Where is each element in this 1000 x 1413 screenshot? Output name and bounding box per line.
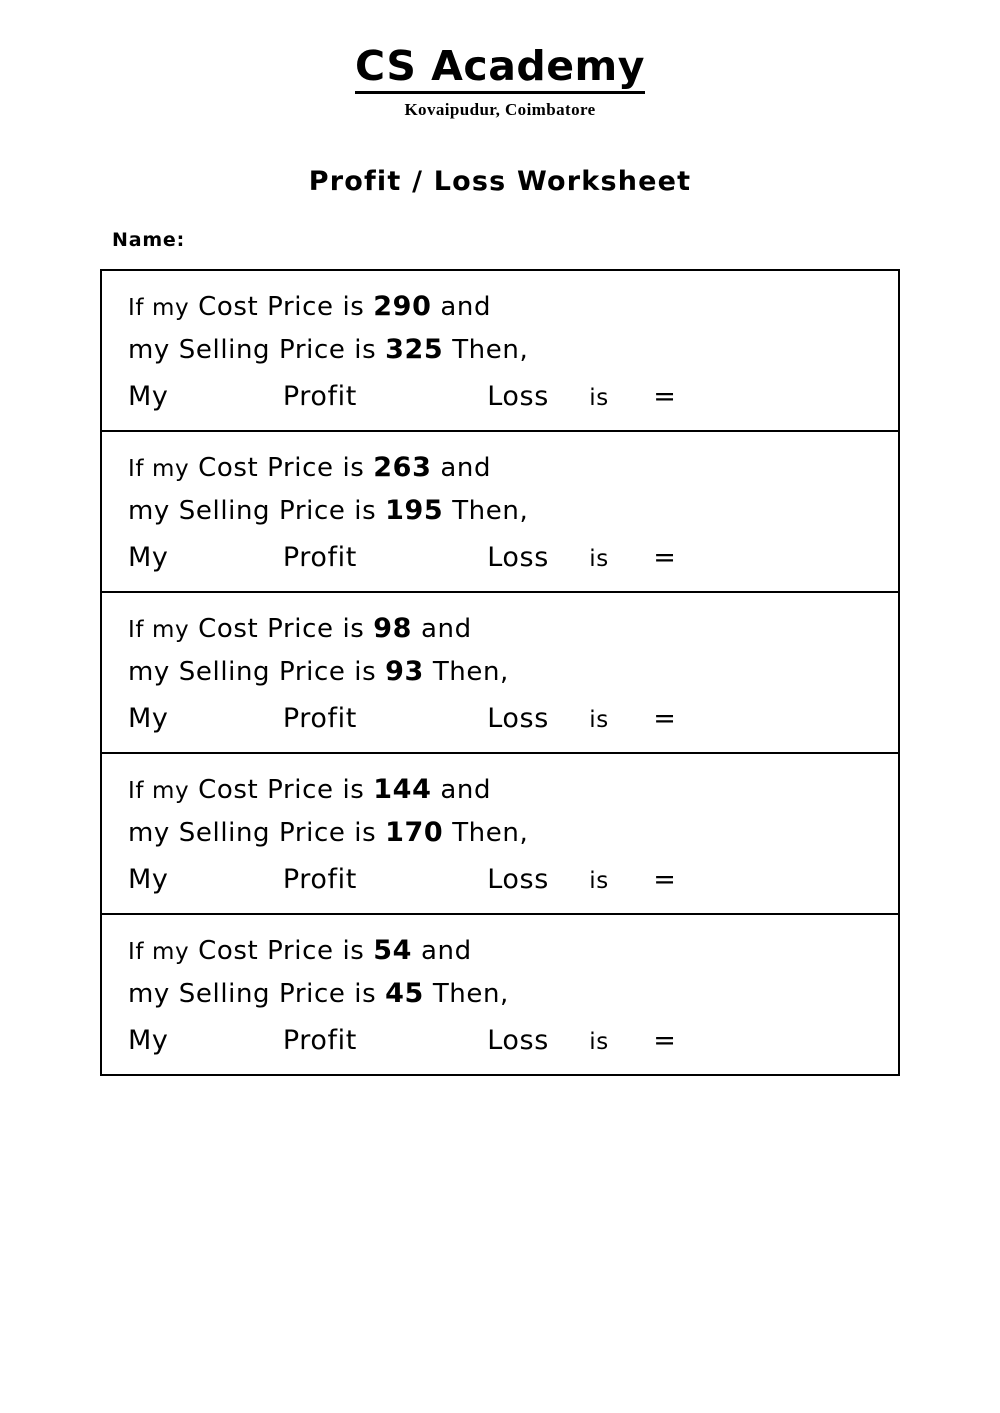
- cost-price-value: 290: [373, 291, 432, 323]
- cost-price-value: 54: [373, 935, 413, 967]
- cost-price-value: 98: [373, 613, 413, 645]
- page-header: [0, 0, 1000, 120]
- then-word: Then,: [432, 979, 509, 1010]
- line-prefix: If my: [128, 778, 190, 805]
- cost-price-value: 144: [373, 774, 432, 806]
- selling-price-label: Selling Price is: [178, 979, 377, 1010]
- problem-line-1: [128, 774, 898, 806]
- then-word: Then,: [432, 657, 509, 688]
- loss-word: Loss: [487, 1025, 549, 1057]
- problem-line-3: [128, 381, 898, 413]
- selling-price-label: Selling Price is: [178, 657, 377, 688]
- loss-word: Loss: [487, 864, 549, 896]
- and-word: and: [440, 453, 492, 484]
- my-word: my: [128, 818, 170, 849]
- selling-price-value: 45: [385, 978, 424, 1010]
- my-capital-word: My: [128, 1025, 169, 1057]
- cost-price-label: Cost Price is: [198, 614, 365, 645]
- problem-row: [102, 915, 898, 1076]
- my-capital-word: My: [128, 381, 169, 413]
- profit-word: Profit: [282, 864, 357, 896]
- problem-line-2: [128, 334, 898, 366]
- then-word: Then,: [452, 818, 529, 849]
- selling-price-value: 93: [385, 656, 424, 688]
- cost-price-label: Cost Price is: [198, 936, 365, 967]
- problem-row: [102, 432, 898, 593]
- cost-price-label: Cost Price is: [198, 453, 365, 484]
- line-prefix: If my: [128, 939, 190, 966]
- is-word: is: [589, 1029, 609, 1056]
- profit-word: Profit: [282, 381, 357, 413]
- is-word: is: [589, 546, 609, 573]
- cost-price-value: 263: [373, 452, 432, 484]
- cost-price-label: Cost Price is: [198, 292, 365, 323]
- loss-word: Loss: [487, 542, 549, 574]
- selling-price-label: Selling Price is: [178, 335, 377, 366]
- my-word: my: [128, 657, 170, 688]
- is-word: is: [589, 385, 609, 412]
- problem-row: [102, 593, 898, 754]
- name-field-label: Name:: [112, 229, 186, 252]
- page-title: Profit / Loss Worksheet: [308, 166, 692, 198]
- selling-price-value: 195: [385, 495, 444, 527]
- profit-word: Profit: [282, 542, 357, 574]
- cost-price-label: Cost Price is: [198, 775, 365, 806]
- problem-line-1: [128, 452, 898, 484]
- is-word: is: [589, 707, 609, 734]
- selling-price-label: Selling Price is: [178, 496, 377, 527]
- problem-line-2: [128, 978, 898, 1010]
- selling-price-value: 170: [385, 817, 444, 849]
- school-name: CS Academy: [355, 44, 645, 94]
- my-capital-word: My: [128, 703, 169, 735]
- problem-line-3: [128, 1025, 898, 1057]
- problems-list: [100, 269, 900, 1076]
- problem-line-1: [128, 613, 898, 645]
- then-word: Then,: [452, 496, 529, 527]
- profit-word: Profit: [282, 1025, 357, 1057]
- and-word: and: [420, 614, 472, 645]
- problem-line-2: [128, 495, 898, 527]
- equals-sign: =: [653, 381, 677, 413]
- problem-line-3: [128, 703, 898, 735]
- and-word: and: [420, 936, 472, 967]
- school-location: Kovaipudur, Coimbatore: [404, 100, 596, 120]
- equals-sign: =: [653, 703, 677, 735]
- problem-row: [102, 754, 898, 915]
- is-word: is: [589, 868, 609, 895]
- problem-line-2: [128, 817, 898, 849]
- line-prefix: If my: [128, 617, 190, 644]
- equals-sign: =: [653, 1025, 677, 1057]
- selling-price-label: Selling Price is: [178, 818, 377, 849]
- and-word: and: [440, 775, 492, 806]
- selling-price-value: 325: [385, 334, 444, 366]
- my-word: my: [128, 979, 170, 1010]
- problem-line-1: [128, 291, 898, 323]
- equals-sign: =: [653, 864, 677, 896]
- problem-line-3: [128, 542, 898, 574]
- loss-word: Loss: [487, 703, 549, 735]
- my-word: my: [128, 496, 170, 527]
- and-word: and: [440, 292, 492, 323]
- problem-line-3: [128, 864, 898, 896]
- equals-sign: =: [653, 542, 677, 574]
- profit-word: Profit: [282, 703, 357, 735]
- problem-line-1: [128, 935, 898, 967]
- my-capital-word: My: [128, 542, 169, 574]
- my-word: my: [128, 335, 170, 366]
- line-prefix: If my: [128, 295, 190, 322]
- problem-row: [102, 271, 898, 432]
- my-capital-word: My: [128, 864, 169, 896]
- line-prefix: If my: [128, 456, 190, 483]
- problem-line-2: [128, 656, 898, 688]
- then-word: Then,: [452, 335, 529, 366]
- loss-word: Loss: [487, 381, 549, 413]
